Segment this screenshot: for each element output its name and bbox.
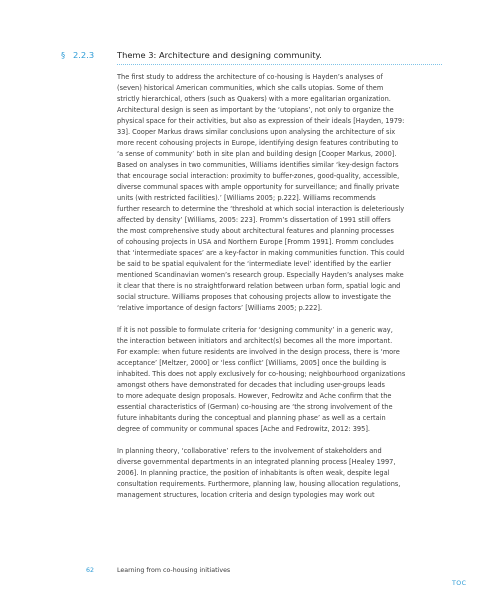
page-number: 62	[86, 567, 95, 574]
body-text	[117, 72, 442, 512]
paragraph: The first study to address the architecture of co-housing is Hayden’s analyses of (seven) historical American communities, which she calls utopias. Some of them strictly hierarchical, others (such as Quakers) with a more egalitarian organization. Architectural design is seen as important by the ‘utopians’, not only to organize the physical space for their activities, but also as expression of their ideals [Hayden, 1979: 33]. Cooper Markus draws similar conclusions upon analysing the architecture of six more recent cohousing projects in Europe, identifying design features contributing to ‘a sense of community’ both in site plan and building design [Cooper Markus, 2000]. Based on analyses in two communities, Williams identifies similar ‘key-design factors that encourage social interaction: proximity to buffer-zones, good-quality, accessible, diverse communal spaces with ample opportunity for surveillance; and finally private units (with restricted facilities).’ [Williams 2005; p.222]. Williams recommends further research to determine the ‘threshold at which social interaction is deleteriously affected by density’ [Williams, 2005: 223]. Fromm’s dissertation of 1991 still offers the most comprehensive study about architectural features and planning processes of cohousing projects in USA and Northern Europe [Fromm 1991]. Fromm concludes that ‘intermediate spaces’ are a key-factor in making communities function. This could be said to be spatial equivalent for the ‘intermediate level’ identified by the earlier mentioned Scandinavian women’s research group. Especially Hayden’s analyses make it clear that there is no straightforward relation between urban form, spatial logic and social structure. Williams proposes that cohousing projects allow to investigate the ‘relative importance of design factors’ [Williams 2005; p.222].	[117, 73, 405, 312]
section-symbol: §	[61, 50, 66, 60]
paragraph: If it is not possible to formulate criteria for ‘designing community’ in a generic way, the interaction between initiators and architect(s) becomes all the more important. For example: when future residents are involved in the design process, there is ‘more acceptance’ [Meltzer, 2000] or ‘less conflict’ [Williams, 2005] once the building is inhabited. This does not apply exclusively for co-housing; neighbourhood organizations amongst others have demonstrated for decades that including user-groups leads to more adequate design proposals. However, Fedrowitz and Ache confirm that the essential characteristics of (German) co-housing are ‘the strong involvement of the future inhabitants during the conceptual and planning phase’ as well as a certain degree of community or communal spaces [Ache and Fedrowitz, 2012: 395].	[117, 326, 406, 433]
section-divider	[117, 64, 442, 65]
section-title: Theme 3: Architecture and designing community.	[117, 50, 322, 60]
paragraph: In planning theory, ‘collaborative’ refers to the involvement of stakeholders and diverse governmental departments in an integrated planning process [Healey 1997, 2006]. In planning practice, the position of inhabitants is often weak, despite legal consultation requirements. Furthermore, planning law, housing allocation regulations, management structures, location criteria and design typologies may work out	[117, 447, 401, 499]
toc-link[interactable]: TOC	[452, 580, 467, 587]
section-heading	[61, 49, 436, 61]
section-number: 2.2.3	[73, 50, 95, 60]
running-title: Learning from co-housing initiatives	[117, 567, 231, 574]
